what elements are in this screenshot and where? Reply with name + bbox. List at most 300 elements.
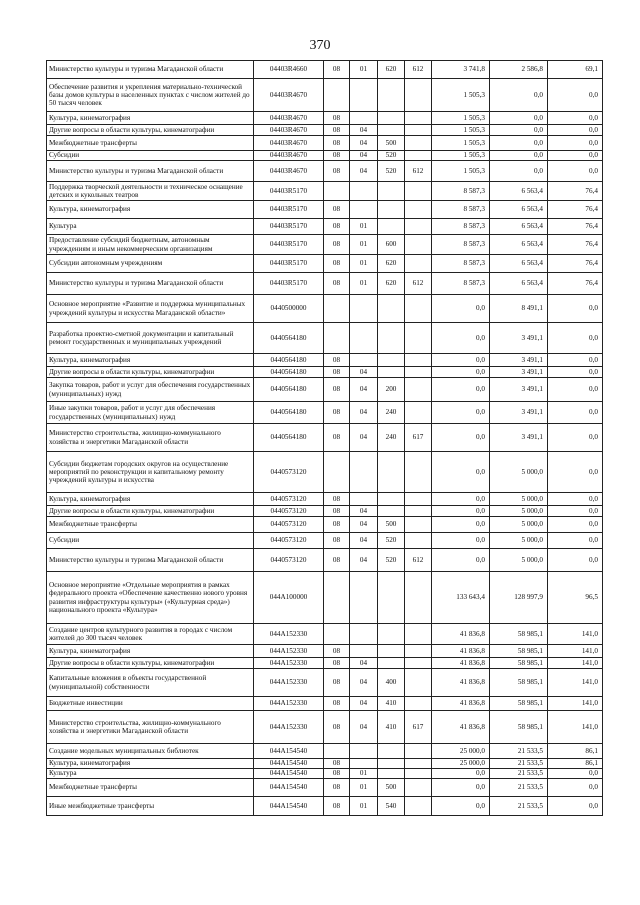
execution-percent-cell: 0,0: [548, 125, 603, 136]
table-row: [47, 235, 603, 255]
section-code-cell: 08: [324, 711, 350, 744]
section-code-cell: 08: [324, 235, 350, 255]
row-name-cell: Министерство культуры и туризма Магаданской области: [47, 273, 254, 295]
program-code-cell: 044A152330: [254, 658, 324, 669]
execution-percent-cell: 0,0: [548, 112, 603, 125]
actual-amount-cell: 21 533,5: [490, 759, 548, 769]
table-row: [47, 658, 603, 669]
row-name-cell: Субсидии: [47, 533, 254, 549]
expense-type-code-cell: [378, 493, 405, 506]
table-row: [47, 493, 603, 506]
subsection-code-cell: 04: [350, 161, 378, 182]
department-code-cell: [405, 797, 432, 816]
section-code-cell: 08: [324, 378, 350, 402]
table-row: [47, 255, 603, 273]
actual-amount-cell: 0,0: [490, 161, 548, 182]
department-code-cell: [405, 182, 432, 201]
section-code-cell: 08: [324, 759, 350, 769]
section-code-cell: 08: [324, 367, 350, 378]
subsection-code-cell: 04: [350, 402, 378, 424]
execution-percent-cell: 0,0: [548, 295, 603, 323]
subsection-code-cell: 04: [350, 549, 378, 572]
planned-amount-cell: 25 000,0: [432, 744, 490, 759]
table-row: [47, 711, 603, 744]
planned-amount-cell: 0,0: [432, 533, 490, 549]
department-code-cell: [405, 295, 432, 323]
execution-percent-cell: 69,1: [548, 61, 603, 79]
actual-amount-cell: 58 985,1: [490, 669, 548, 697]
execution-percent-cell: 0,0: [548, 323, 603, 354]
section-code-cell: 08: [324, 769, 350, 779]
execution-percent-cell: 0,0: [548, 367, 603, 378]
actual-amount-cell: 5 000,0: [490, 517, 548, 533]
program-code-cell: 0440564180: [254, 323, 324, 354]
table-row: [47, 506, 603, 517]
department-code-cell: [405, 506, 432, 517]
planned-amount-cell: 0,0: [432, 779, 490, 797]
department-code-cell: [405, 402, 432, 424]
execution-percent-cell: 0,0: [548, 402, 603, 424]
table-row: [47, 402, 603, 424]
row-name-cell: Основное мероприятие «Отдельные мероприятия в рамках федерального проекта «Обеспечение качественно нового уровня развития инфраструктуры культуры» («Культурная среда») национального проекта «Культура»: [47, 572, 254, 624]
row-name-cell: Культура, кинематография: [47, 493, 254, 506]
section-code-cell: 08: [324, 506, 350, 517]
actual-amount-cell: 58 985,1: [490, 697, 548, 711]
program-code-cell: 0440573120: [254, 533, 324, 549]
execution-percent-cell: 0,0: [548, 161, 603, 182]
planned-amount-cell: 0,0: [432, 354, 490, 367]
row-name-cell: Капитальные вложения в объекты государственной (муниципальной) собственности: [47, 669, 254, 697]
expense-type-code-cell: [378, 572, 405, 624]
table-row: [47, 323, 603, 354]
expense-type-code-cell: 520: [378, 161, 405, 182]
row-name-cell: Создание модельных муниципальных библиотек: [47, 744, 254, 759]
department-code-cell: [405, 323, 432, 354]
table-row: [47, 779, 603, 797]
program-code-cell: 04403R4670: [254, 112, 324, 125]
subsection-code-cell: 04: [350, 506, 378, 517]
actual-amount-cell: 58 985,1: [490, 711, 548, 744]
program-code-cell: 044A154540: [254, 744, 324, 759]
department-code-cell: [405, 517, 432, 533]
actual-amount-cell: 58 985,1: [490, 645, 548, 658]
subsection-code-cell: [350, 744, 378, 759]
planned-amount-cell: 8 587,3: [432, 201, 490, 219]
table-row: [47, 645, 603, 658]
planned-amount-cell: 41 836,8: [432, 624, 490, 645]
program-code-cell: 0440500000: [254, 295, 324, 323]
subsection-code-cell: [350, 645, 378, 658]
row-name-cell: Культура, кинематография: [47, 354, 254, 367]
department-code-cell: [405, 235, 432, 255]
table-row: [47, 549, 603, 572]
expense-type-code-cell: [378, 759, 405, 769]
table-row: [47, 219, 603, 235]
expense-type-code-cell: [378, 624, 405, 645]
planned-amount-cell: 41 836,8: [432, 697, 490, 711]
actual-amount-cell: 5 000,0: [490, 506, 548, 517]
execution-percent-cell: 0,0: [548, 424, 603, 452]
planned-amount-cell: 0,0: [432, 378, 490, 402]
department-code-cell: [405, 378, 432, 402]
section-code-cell: [324, 79, 350, 112]
program-code-cell: 04403R4660: [254, 61, 324, 79]
department-code-cell: [405, 255, 432, 273]
program-code-cell: 04403R4670: [254, 136, 324, 151]
row-name-cell: Субсидии: [47, 151, 254, 161]
department-code-cell: [405, 219, 432, 235]
subsection-code-cell: 01: [350, 219, 378, 235]
execution-percent-cell: 76,4: [548, 219, 603, 235]
section-code-cell: [324, 624, 350, 645]
program-code-cell: 044A152330: [254, 669, 324, 697]
planned-amount-cell: 0,0: [432, 517, 490, 533]
page-number: 370: [309, 38, 331, 53]
subsection-code-cell: 04: [350, 367, 378, 378]
row-name-cell: Основное мероприятие «Развитие и поддержка муниципальных учреждений культуры и искусства Магаданской области»: [47, 295, 254, 323]
department-code-cell: [405, 367, 432, 378]
department-code-cell: [405, 151, 432, 161]
execution-percent-cell: 76,4: [548, 201, 603, 219]
row-name-cell: Министерство строительства, жилищно-коммунального хозяйства и энергетики Магаданской области: [47, 424, 254, 452]
actual-amount-cell: 21 533,5: [490, 769, 548, 779]
table-row: [47, 452, 603, 493]
row-name-cell: Другие вопросы в области культуры, кинематографии: [47, 125, 254, 136]
actual-amount-cell: 3 491,1: [490, 402, 548, 424]
section-code-cell: [324, 744, 350, 759]
table-row: [47, 697, 603, 711]
expense-type-code-cell: 400: [378, 669, 405, 697]
planned-amount-cell: 0,0: [432, 452, 490, 493]
program-code-cell: 04403R5170: [254, 201, 324, 219]
actual-amount-cell: 3 491,1: [490, 367, 548, 378]
planned-amount-cell: 1 505,3: [432, 112, 490, 125]
department-code-cell: [405, 136, 432, 151]
subsection-code-cell: 04: [350, 669, 378, 697]
planned-amount-cell: 0,0: [432, 367, 490, 378]
program-code-cell: 0440564180: [254, 402, 324, 424]
section-code-cell: 08: [324, 201, 350, 219]
expense-type-code-cell: [378, 79, 405, 112]
department-code-cell: [405, 759, 432, 769]
section-code-cell: 08: [324, 273, 350, 295]
planned-amount-cell: 8 587,3: [432, 219, 490, 235]
expense-type-code-cell: 520: [378, 151, 405, 161]
expense-type-code-cell: [378, 452, 405, 493]
department-code-cell: 612: [405, 161, 432, 182]
subsection-code-cell: [350, 624, 378, 645]
subsection-code-cell: 01: [350, 769, 378, 779]
row-name-cell: Предоставление субсидий бюджетным, автономным учреждениям и иным некоммерческим организациям: [47, 235, 254, 255]
section-code-cell: 08: [324, 658, 350, 669]
expense-type-code-cell: [378, 125, 405, 136]
row-name-cell: Министерство строительства, жилищно-коммунального хозяйства и энергетики Магаданской области: [47, 711, 254, 744]
subsection-code-cell: [350, 295, 378, 323]
program-code-cell: 044A152330: [254, 645, 324, 658]
row-name-cell: Межбюджетные трансферты: [47, 136, 254, 151]
program-code-cell: 0440564180: [254, 367, 324, 378]
actual-amount-cell: 21 533,5: [490, 744, 548, 759]
execution-percent-cell: 0,0: [548, 549, 603, 572]
table-row: [47, 295, 603, 323]
subsection-code-cell: 04: [350, 378, 378, 402]
department-code-cell: [405, 572, 432, 624]
execution-percent-cell: 76,4: [548, 273, 603, 295]
subsection-code-cell: 01: [350, 273, 378, 295]
section-code-cell: 08: [324, 424, 350, 452]
section-code-cell: 08: [324, 219, 350, 235]
execution-percent-cell: 0,0: [548, 136, 603, 151]
execution-percent-cell: 0,0: [548, 378, 603, 402]
section-code-cell: 08: [324, 697, 350, 711]
table-row: [47, 79, 603, 112]
execution-percent-cell: 86,1: [548, 744, 603, 759]
section-code-cell: 08: [324, 402, 350, 424]
row-name-cell: Министерство культуры и туризма Магаданской области: [47, 161, 254, 182]
planned-amount-cell: 3 741,8: [432, 61, 490, 79]
actual-amount-cell: 21 533,5: [490, 779, 548, 797]
planned-amount-cell: 41 836,8: [432, 645, 490, 658]
expense-type-code-cell: 500: [378, 136, 405, 151]
section-code-cell: [324, 182, 350, 201]
section-code-cell: [324, 452, 350, 493]
expense-type-code-cell: [378, 506, 405, 517]
execution-percent-cell: 0,0: [548, 151, 603, 161]
execution-percent-cell: 0,0: [548, 533, 603, 549]
execution-percent-cell: 0,0: [548, 769, 603, 779]
table-row: [47, 201, 603, 219]
program-code-cell: 044A152330: [254, 711, 324, 744]
department-code-cell: [405, 769, 432, 779]
actual-amount-cell: 5 000,0: [490, 549, 548, 572]
program-code-cell: 0440573120: [254, 493, 324, 506]
row-name-cell: Культура, кинематография: [47, 645, 254, 658]
actual-amount-cell: 58 985,1: [490, 658, 548, 669]
subsection-code-cell: [350, 79, 378, 112]
budget-table-body: [47, 61, 603, 816]
section-code-cell: 08: [324, 136, 350, 151]
planned-amount-cell: 0,0: [432, 402, 490, 424]
section-code-cell: [324, 572, 350, 624]
department-code-cell: [405, 533, 432, 549]
department-code-cell: [405, 354, 432, 367]
row-name-cell: Закупка товаров, работ и услуг для обеспечения государственных (муниципальных) нужд: [47, 378, 254, 402]
department-code-cell: 612: [405, 61, 432, 79]
row-name-cell: Культура: [47, 219, 254, 235]
program-code-cell: 044A154540: [254, 779, 324, 797]
subsection-code-cell: [350, 493, 378, 506]
planned-amount-cell: 0,0: [432, 295, 490, 323]
program-code-cell: 0440573120: [254, 517, 324, 533]
program-code-cell: 04403R5170: [254, 219, 324, 235]
execution-percent-cell: 141,0: [548, 658, 603, 669]
table-row: [47, 151, 603, 161]
program-code-cell: 0440564180: [254, 354, 324, 367]
row-name-cell: Культура: [47, 769, 254, 779]
expense-type-code-cell: 500: [378, 779, 405, 797]
planned-amount-cell: 41 836,8: [432, 669, 490, 697]
subsection-code-cell: 01: [350, 779, 378, 797]
row-name-cell: Субсидии бюджетам городских округов на осуществление мероприятий по реконструкции и капитальному ремонту учреждений культуры и искусства: [47, 452, 254, 493]
row-name-cell: Разработка проектно-сметной документации и капитальный ремонт государственных и муниципальных учреждений: [47, 323, 254, 354]
expense-type-code-cell: 620: [378, 61, 405, 79]
planned-amount-cell: 1 505,3: [432, 79, 490, 112]
section-code-cell: 08: [324, 161, 350, 182]
expense-type-code-cell: 200: [378, 378, 405, 402]
table-row: [47, 624, 603, 645]
department-code-cell: 612: [405, 273, 432, 295]
row-name-cell: Субсидии автономным учреждениям: [47, 255, 254, 273]
expense-type-code-cell: 520: [378, 549, 405, 572]
subsection-code-cell: [350, 452, 378, 493]
planned-amount-cell: 1 505,3: [432, 125, 490, 136]
subsection-code-cell: 01: [350, 797, 378, 816]
row-name-cell: Другие вопросы в области культуры, кинематографии: [47, 658, 254, 669]
execution-percent-cell: 141,0: [548, 645, 603, 658]
actual-amount-cell: 6 563,4: [490, 182, 548, 201]
planned-amount-cell: 1 505,3: [432, 151, 490, 161]
expense-type-code-cell: [378, 295, 405, 323]
section-code-cell: 08: [324, 797, 350, 816]
table-row: [47, 744, 603, 759]
execution-percent-cell: 76,4: [548, 182, 603, 201]
section-code-cell: 08: [324, 533, 350, 549]
row-name-cell: Поддержка творческой деятельности и техническое оснащение детских и кукольных театров: [47, 182, 254, 201]
row-name-cell: Создание центров культурного развития в городах с числом жителей до 300 тысяч человек: [47, 624, 254, 645]
subsection-code-cell: 01: [350, 235, 378, 255]
actual-amount-cell: 5 000,0: [490, 533, 548, 549]
execution-percent-cell: 0,0: [548, 79, 603, 112]
department-code-cell: [405, 493, 432, 506]
expense-type-code-cell: [378, 112, 405, 125]
planned-amount-cell: 8 587,3: [432, 235, 490, 255]
subsection-code-cell: [350, 572, 378, 624]
subsection-code-cell: 04: [350, 424, 378, 452]
program-code-cell: 044A152330: [254, 624, 324, 645]
actual-amount-cell: 21 533,5: [490, 797, 548, 816]
execution-percent-cell: 141,0: [548, 697, 603, 711]
section-code-cell: 08: [324, 645, 350, 658]
section-code-cell: 08: [324, 125, 350, 136]
subsection-code-cell: 01: [350, 255, 378, 273]
subsection-code-cell: 04: [350, 697, 378, 711]
planned-amount-cell: 0,0: [432, 769, 490, 779]
expense-type-code-cell: [378, 354, 405, 367]
expense-type-code-cell: [378, 658, 405, 669]
subsection-code-cell: [350, 323, 378, 354]
table-row: [47, 759, 603, 769]
table-row: [47, 125, 603, 136]
program-code-cell: 04403R4670: [254, 161, 324, 182]
subsection-code-cell: 04: [350, 658, 378, 669]
program-code-cell: 04403R5170: [254, 273, 324, 295]
section-code-cell: 08: [324, 61, 350, 79]
table-row: [47, 572, 603, 624]
section-code-cell: 08: [324, 354, 350, 367]
actual-amount-cell: 5 000,0: [490, 452, 548, 493]
planned-amount-cell: 8 587,3: [432, 273, 490, 295]
table-row: [47, 378, 603, 402]
expense-type-code-cell: 410: [378, 697, 405, 711]
expense-type-code-cell: [378, 182, 405, 201]
expense-type-code-cell: [378, 323, 405, 354]
expense-type-code-cell: 410: [378, 711, 405, 744]
section-code-cell: 08: [324, 112, 350, 125]
table-row: [47, 273, 603, 295]
subsection-code-cell: 04: [350, 136, 378, 151]
program-code-cell: 044A100000: [254, 572, 324, 624]
execution-percent-cell: 0,0: [548, 493, 603, 506]
department-code-cell: [405, 624, 432, 645]
expense-type-code-cell: 240: [378, 402, 405, 424]
table-row: [47, 182, 603, 201]
actual-amount-cell: 0,0: [490, 125, 548, 136]
execution-percent-cell: 96,5: [548, 572, 603, 624]
expense-type-code-cell: [378, 201, 405, 219]
program-code-cell: 04403R4670: [254, 151, 324, 161]
execution-percent-cell: 76,4: [548, 235, 603, 255]
table-row: [47, 517, 603, 533]
section-code-cell: 08: [324, 517, 350, 533]
execution-percent-cell: 141,0: [548, 624, 603, 645]
program-code-cell: 04403R4670: [254, 125, 324, 136]
program-code-cell: 04403R5170: [254, 255, 324, 273]
planned-amount-cell: 0,0: [432, 549, 490, 572]
expense-type-code-cell: 620: [378, 255, 405, 273]
department-code-cell: 617: [405, 711, 432, 744]
program-code-cell: 04403R5170: [254, 235, 324, 255]
subsection-code-cell: [350, 112, 378, 125]
expense-type-code-cell: [378, 219, 405, 235]
section-code-cell: 08: [324, 779, 350, 797]
table-row: [47, 367, 603, 378]
actual-amount-cell: 0,0: [490, 112, 548, 125]
actual-amount-cell: 3 491,1: [490, 378, 548, 402]
planned-amount-cell: 133 643,4: [432, 572, 490, 624]
section-code-cell: 08: [324, 255, 350, 273]
expense-type-code-cell: 520: [378, 533, 405, 549]
execution-percent-cell: 86,1: [548, 759, 603, 769]
execution-percent-cell: 0,0: [548, 797, 603, 816]
row-name-cell: Иные закупки товаров, работ и услуг для обеспечения государственных (муниципальных) нужд: [47, 402, 254, 424]
execution-percent-cell: 76,4: [548, 255, 603, 273]
planned-amount-cell: 0,0: [432, 424, 490, 452]
execution-percent-cell: 0,0: [548, 779, 603, 797]
actual-amount-cell: 6 563,4: [490, 219, 548, 235]
expense-type-code-cell: [378, 744, 405, 759]
actual-amount-cell: 58 985,1: [490, 624, 548, 645]
actual-amount-cell: 6 563,4: [490, 273, 548, 295]
program-code-cell: 04403R5170: [254, 182, 324, 201]
section-code-cell: [324, 323, 350, 354]
execution-percent-cell: 0,0: [548, 354, 603, 367]
expense-type-code-cell: [378, 769, 405, 779]
row-name-cell: Иные межбюджетные трансферты: [47, 797, 254, 816]
department-code-cell: 612: [405, 549, 432, 572]
section-code-cell: 08: [324, 669, 350, 697]
execution-percent-cell: 141,0: [548, 711, 603, 744]
planned-amount-cell: 1 505,3: [432, 136, 490, 151]
budget-table: [46, 60, 603, 816]
table-row: [47, 354, 603, 367]
actual-amount-cell: 3 491,1: [490, 354, 548, 367]
department-code-cell: [405, 201, 432, 219]
subsection-code-cell: 04: [350, 517, 378, 533]
expense-type-code-cell: 620: [378, 273, 405, 295]
planned-amount-cell: 41 836,8: [432, 658, 490, 669]
department-code-cell: [405, 452, 432, 493]
expense-type-code-cell: 240: [378, 424, 405, 452]
